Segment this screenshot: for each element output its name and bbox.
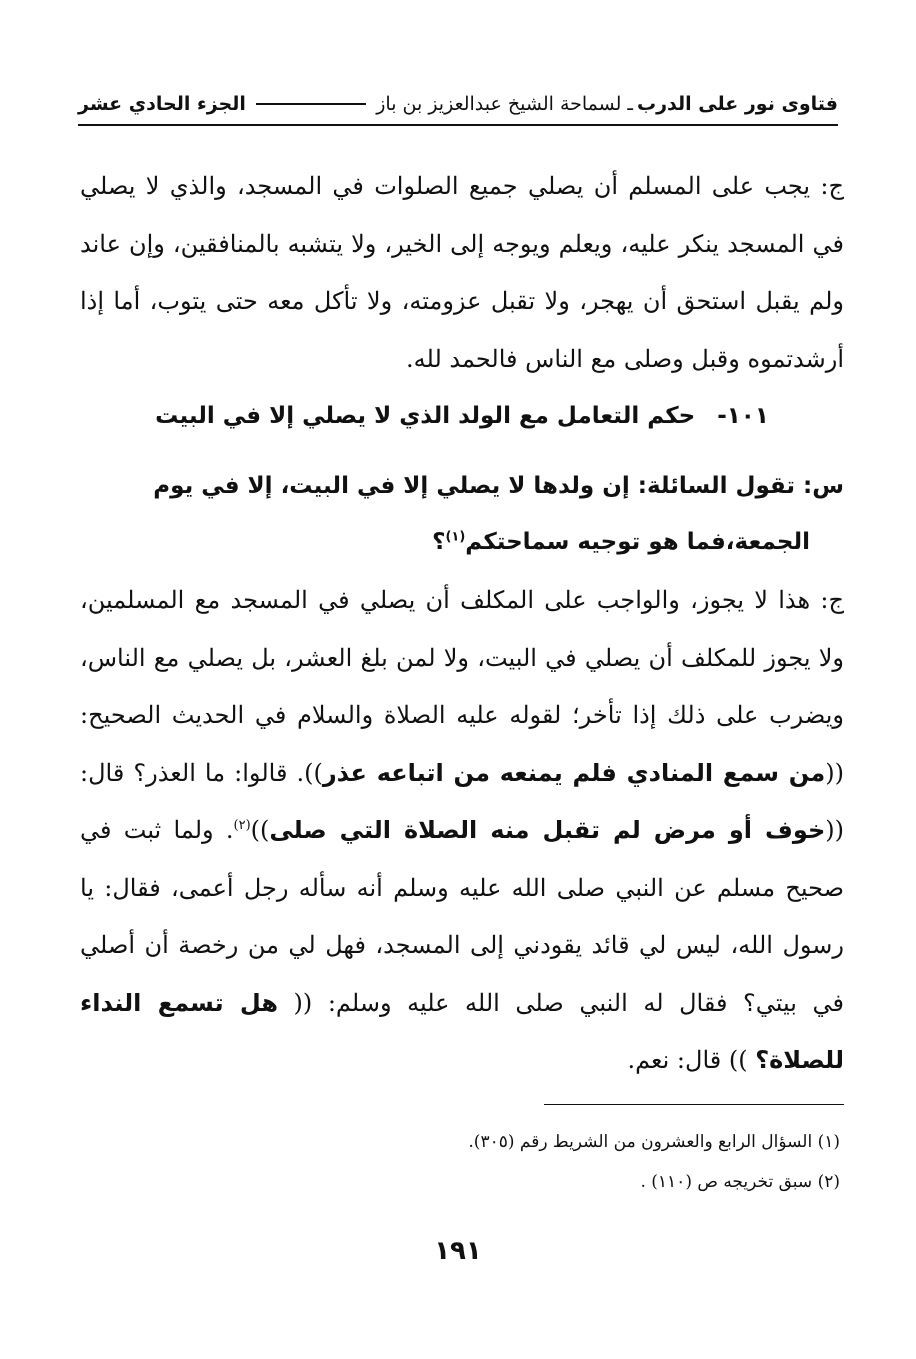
question-text-cont: الجمعة،فما هو توجيه سماحتكم	[465, 529, 810, 555]
header-rule	[256, 103, 366, 105]
answer2-part1: ج: هذا لا يجوز، والواجب على المكلف أن يصلي في المسجد مع المسلمين، ولا يجوز للمكلف أن يصلي في البيت، ولا لمن بلغ العشر، بل يصلي مع الناس، ويضرب على ذلك إذا تأخر؛ لقوله عليه الصلاة والسلام في الحديث الصحيح: ((	[80, 586, 844, 787]
question-paragraph	[80, 458, 844, 570]
question-mark: ؟	[432, 529, 446, 555]
question-title: حكم التعامل مع الولد الذي لا يصلي إلا في البيت	[155, 403, 696, 429]
answer2-part4: . ولما ثبت في صحيح مسلم عن النبي صلى الله عليه وسلم أنه سأله رجل أعمى، فقال: يا رسول الله، ليس لي قائد يقودني إلى المسجد، فهل لي من رخصة أن أصلي في بيتي؟ فقال له النبي صلى الله عليه وسلم: ((	[80, 816, 845, 1017]
footnote-separator	[544, 1104, 844, 1105]
question-heading	[80, 394, 844, 438]
question-number: ١٠١-	[717, 403, 769, 429]
running-header	[78, 84, 838, 126]
hadith-quote-3: هل تسمع النداء للصلاة؟	[80, 988, 844, 1074]
hadith-quote-2: خوف أو مرض لم تقبل منه الصلاة التي صلى	[269, 816, 826, 844]
footnote-2: (٢) سبق تخريجه ص (١١٠) .	[640, 1172, 840, 1192]
question-continuation	[80, 514, 844, 570]
answer2-part3: ))	[250, 816, 270, 844]
footnotes	[80, 1122, 840, 1202]
series-title: فتاوى نور على الدرب	[637, 93, 838, 115]
answer2-part5: )) قال: نعم.	[627, 1046, 756, 1074]
footnote-ref-1: (١)	[445, 529, 466, 545]
page-number: ١٩١	[434, 1236, 482, 1266]
answer2-part2: )). قالوا: ما العذر؟ قال: ((	[80, 758, 844, 844]
answer-paragraph-1: ج: يجب على المسلم أن يصلي جميع الصلوات في المسجد، والذي لا يصلي في المسجد ينكر عليه، ويعلم ويوجه إلى الخير، ولا يتشبه بالمنافقين، وإن عاند ولم يقبل استحق أن يهجر، ولا تقبل عزومته، ولا تأكل معه حتى يتوب، أما إذا أرشدتموه وقبل وصلى مع الناس فالحمد لله.	[80, 172, 844, 373]
answer-paragraph-2	[80, 572, 844, 1090]
footnote-ref-2: (٢)	[233, 818, 251, 833]
hadith-quote-1: من سمع المنادي فلم يمنعه من اتباعه عذر	[322, 758, 826, 787]
footnote-1: (١) السؤال الرابع والعشرون من الشريط رقم (٣٠٥).	[468, 1132, 840, 1152]
volume-part: الجزء الحادي عشر	[78, 93, 246, 115]
author-name: ـ لسماحة الشيخ عبدالعزيز بن باز	[376, 93, 633, 115]
question-text: س: تقول السائلة: إن ولدها لا يصلي إلا في البيت، إلا في يوم	[153, 473, 844, 499]
